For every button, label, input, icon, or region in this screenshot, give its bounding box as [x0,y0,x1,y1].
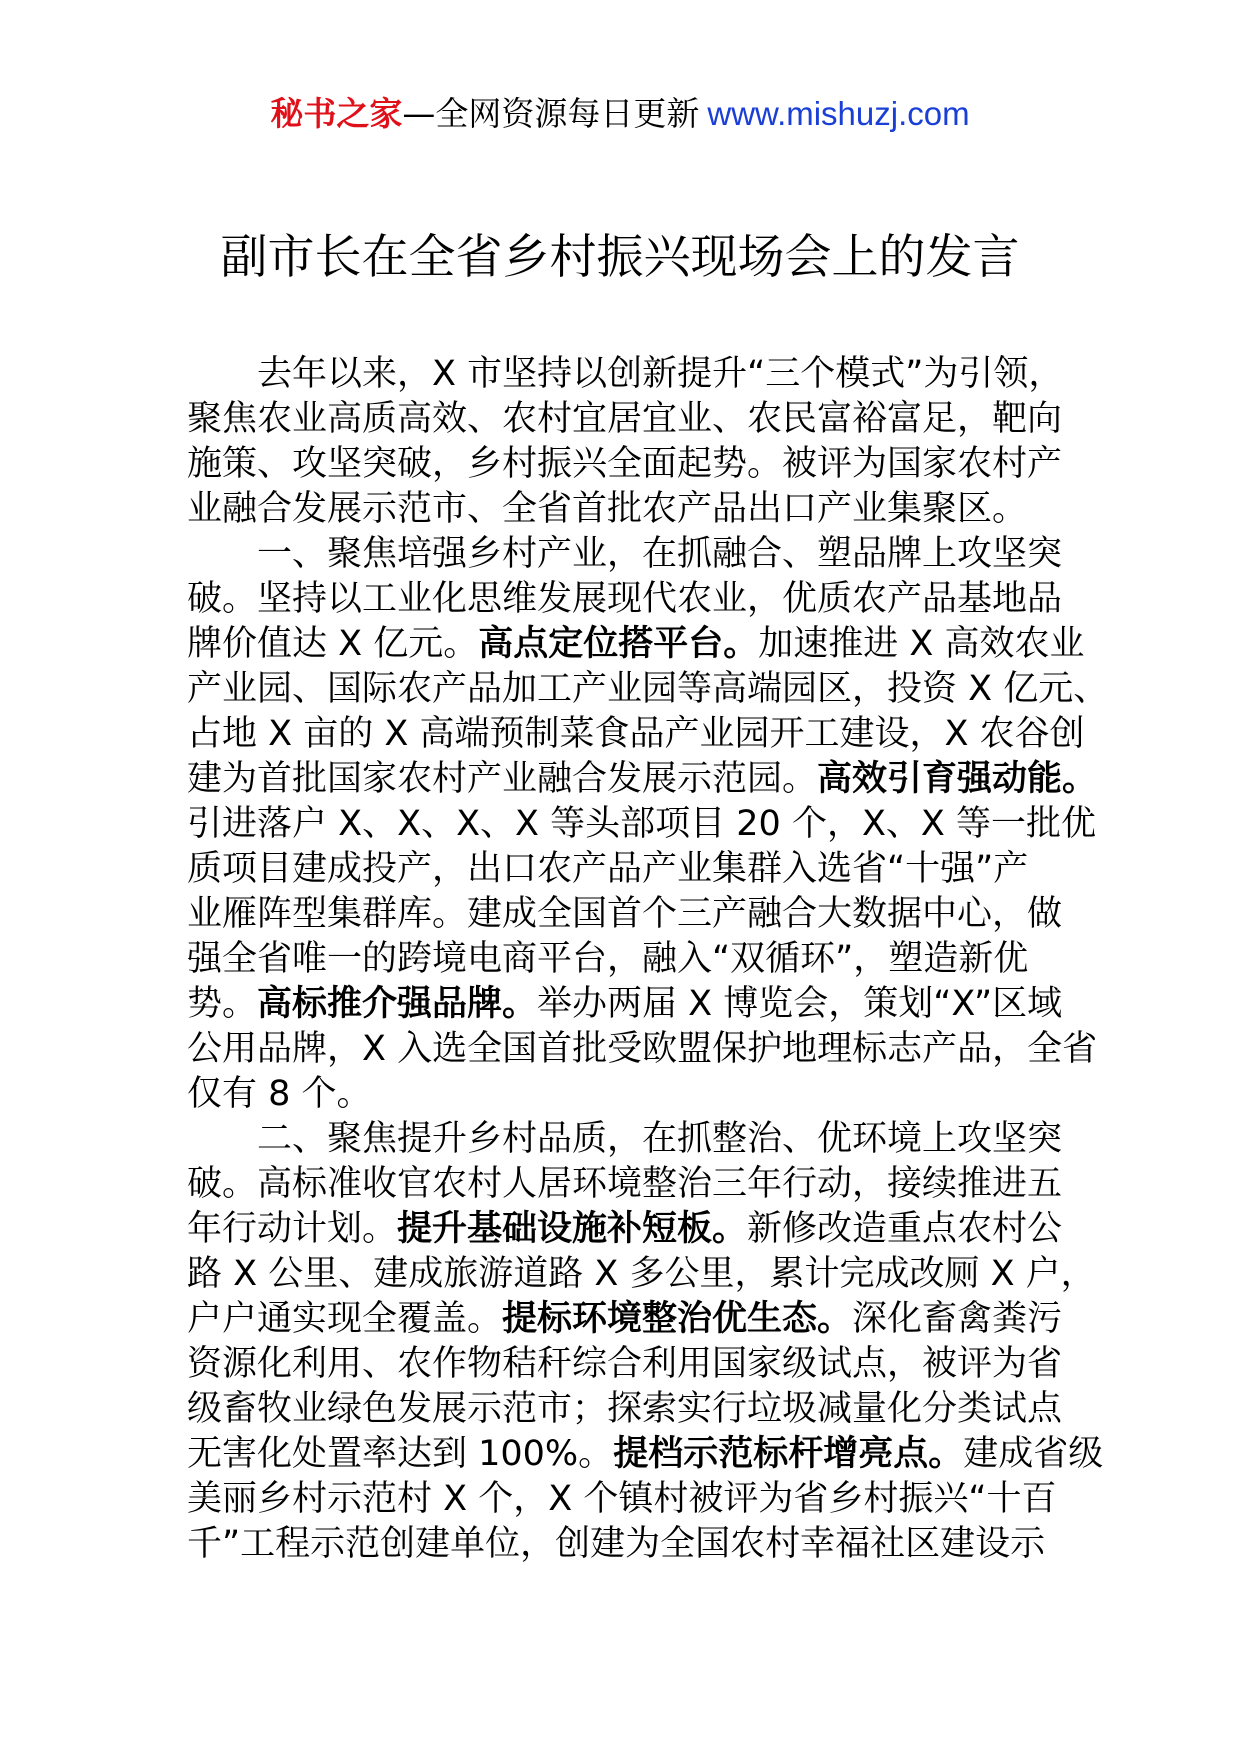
bold-heading-phrase: 高点定位搭平台。 [478,624,759,664]
text-line [187,1387,1067,1432]
text-line [187,982,1067,1027]
text-line [187,442,1067,487]
text-segment: 资源化利用、农作物秸秆综合利用国家级试点，被评为省 [187,1344,1063,1384]
text-line [187,1297,1067,1342]
text-segment: 举办两届 X 博览会，策划“X”区域 [537,984,1063,1024]
text-line [187,1072,1067,1117]
text-line [187,577,1067,622]
text-segment: 路 X 公里、建成旅游道路 X 多公里，累计完成改厕 X 户， [187,1254,1096,1294]
text-segment: 公用品牌，X 入选全国首批受欧盟保护地理标志产品，全省 [187,1029,1098,1069]
text-line [187,937,1067,982]
text-segment: 业雁阵型集群库。建成全国首个三产融合大数据中心，做 [187,894,1063,934]
text-segment: 质项目建成投产，出口农产品产业集群入选省“十强”产 [187,849,1029,889]
text-line [187,1207,1067,1252]
site-url-link[interactable]: www.mishuzj.com [707,95,970,132]
text-line [187,622,1085,667]
text-segment: 施策、攻坚突破，乡村振兴全面起势。被评为国家农村产 [187,444,1063,484]
text-line [187,667,1109,712]
text-segment: 聚焦农业高质高效、农村宜居宜业、农民富裕富足，靶向 [187,399,1063,439]
bold-heading-phrase: 高标推介强品牌。 [257,984,538,1024]
text-segment: 产业园、国际农产品加工产业园等高端园区，投资 X 亿元、 [187,669,1109,709]
text-segment: 仅有 8 个。 [187,1074,372,1114]
bold-heading-phrase: 提升基础设施补短板。 [397,1209,748,1249]
text-segment: 一、聚焦培强乡村产业，在抓融合、塑品牌上攻坚突 [257,534,1063,574]
text-segment: 势。 [187,984,258,1024]
text-line [187,397,1067,442]
text-segment: 千”工程示范创建单位，创建为全国农村幸福社区建设示 [187,1524,1046,1564]
site-brand: 秘书之家 [270,94,403,133]
text-segment: 建成省级 [963,1434,1104,1474]
document-title: 副市长在全省乡村振兴现场会上的发言 [220,230,1020,285]
text-segment: 美丽乡村示范村 X 个，X 个镇村被评为省乡村振兴“十百 [187,1479,1057,1519]
text-segment: 年行动计划。 [187,1209,398,1249]
text-line [187,532,1067,577]
text-segment: 深化畜禽粪污 [852,1299,1063,1339]
site-tagline: —全网资源每日更新 [402,94,700,133]
bold-heading-phrase: 高效引育强动能。 [817,759,1098,799]
text-line [187,1117,1067,1162]
text-segment: 占地 X 亩的 X 高端预制菜食品产业园开工建设，X 农谷创 [187,714,1085,754]
text-line [187,1342,1067,1387]
text-line [187,1522,1067,1567]
text-line [187,847,1067,892]
text-line [187,1252,1096,1297]
text-line [187,802,1097,847]
text-segment: 加速推进 X 高效农业 [758,624,1085,664]
text-line [187,892,1067,937]
text-segment: 无害化处置率达到 100%。 [187,1434,614,1474]
text-line [187,352,1067,397]
text-segment: 牌价值达 X 亿元。 [187,624,479,664]
text-segment: 业融合发展示范市、全省首批农产品出口产业集聚区。 [187,489,1028,529]
text-line [187,1432,1104,1477]
text-segment: 户户通实现全覆盖。 [187,1299,503,1339]
text-segment: 强全省唯一的跨境电商平台，融入“双循环”，塑造新优 [187,939,1029,979]
text-segment: 建为首批国家农村产业融合发展示范园。 [187,759,818,799]
text-segment: 级畜牧业绿色发展示范市；探索实行垃圾减量化分类试点 [187,1389,1063,1429]
bold-heading-phrase: 提标环境整治优生态。 [502,1299,853,1339]
document-body [187,352,1109,1567]
text-line [187,1477,1067,1522]
bold-heading-phrase: 提档示范标杆增亮点。 [613,1434,964,1474]
text-line [187,487,1067,532]
site-header [0,92,1240,136]
text-segment: 新修改造重点农村公 [747,1209,1063,1249]
text-segment: 二、聚焦提升乡村品质，在抓整治、优环境上攻坚突 [257,1119,1063,1159]
text-segment: 去年以来，X 市坚持以创新提升“三个模式”为引领， [257,354,1064,394]
text-segment: 破。高标准收官农村人居环境整治三年行动，接续推进五 [187,1164,1063,1204]
text-segment: 引进落户 X、X、X、X 等头部项目 20 个，X、X 等一批优 [187,804,1097,844]
text-segment: 破。坚持以工业化思维发展现代农业，优质农产品基地品 [187,579,1063,619]
text-line [187,712,1085,757]
text-line [187,1162,1067,1207]
text-line [187,1027,1098,1072]
text-line [187,757,1098,802]
